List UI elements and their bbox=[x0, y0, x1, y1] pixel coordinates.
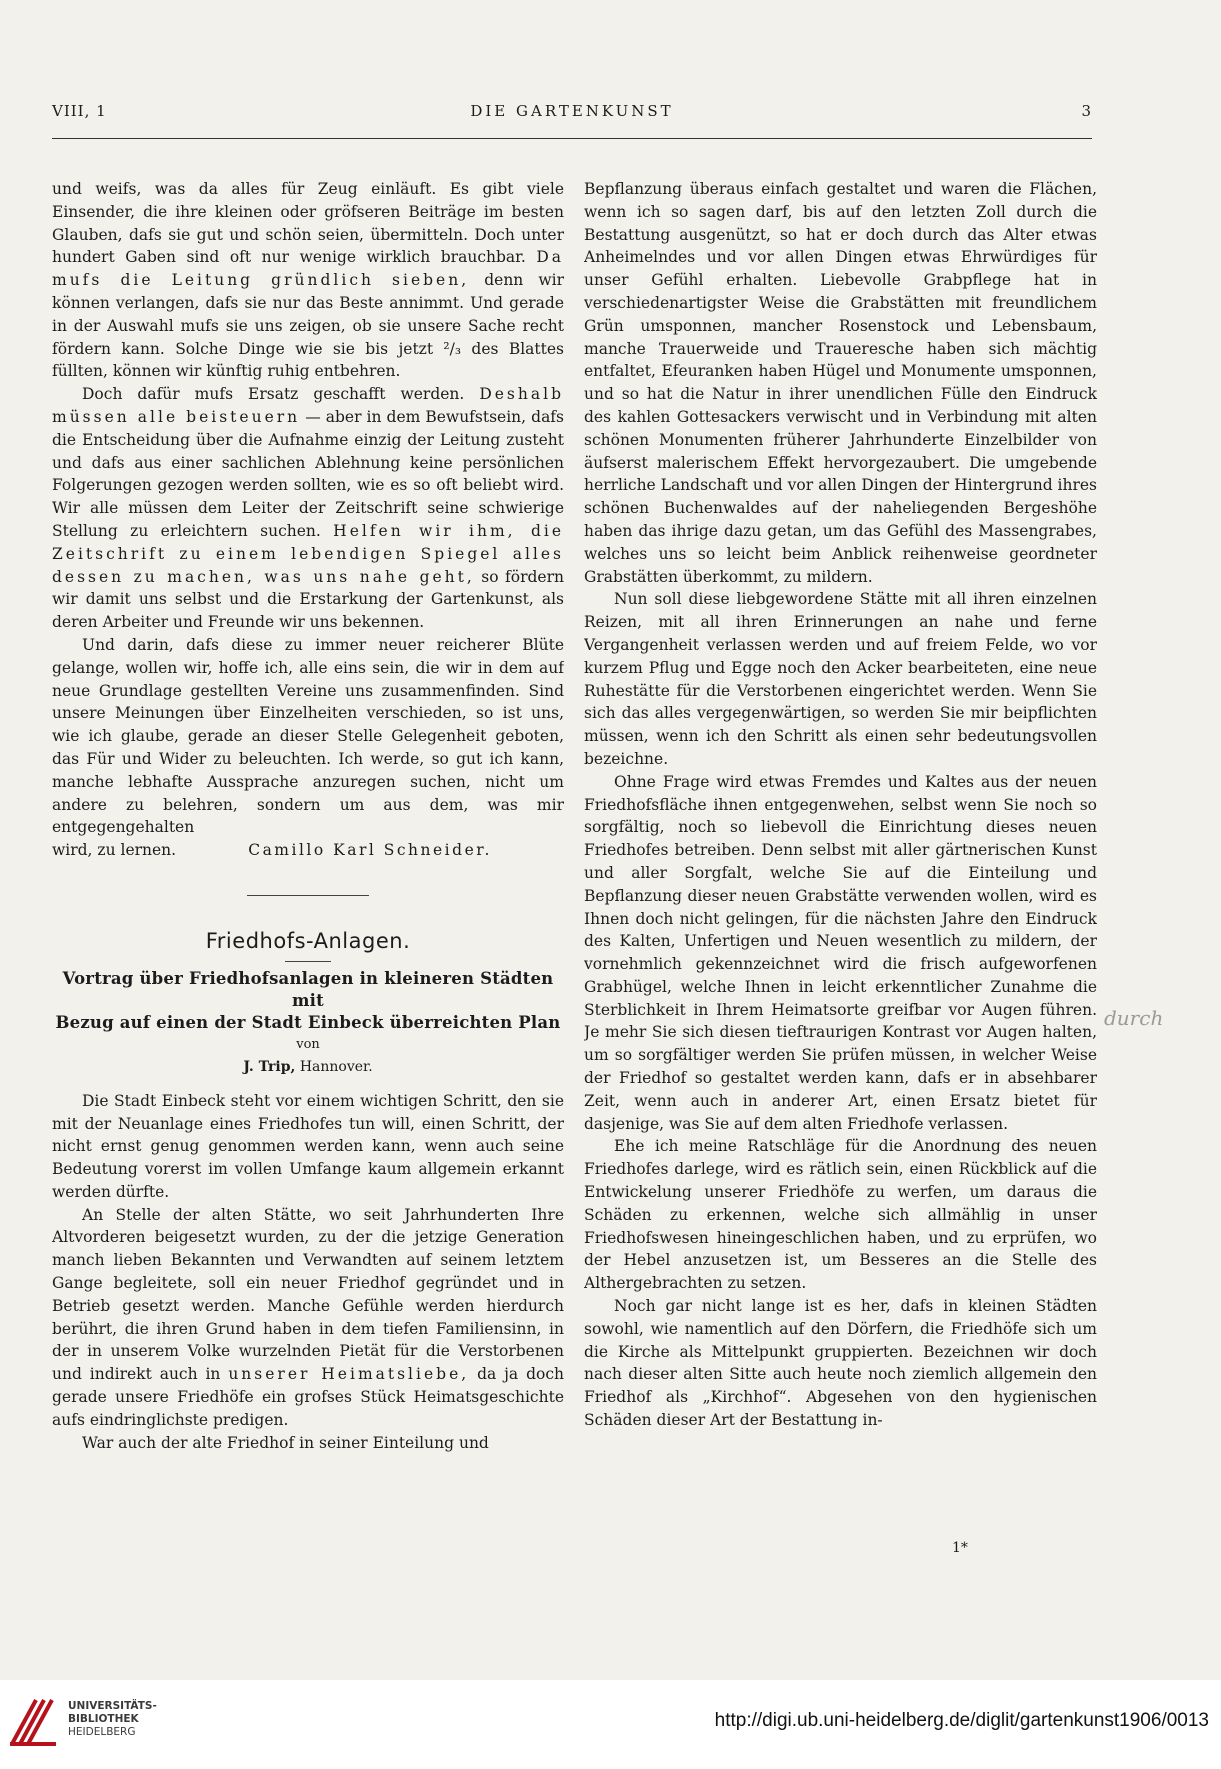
paragraph: Die Stadt Einbeck steht vor einem wichtigen Schritt, den sie mit der Neuanlage eines Friedhofes tun will, einen Schritt, der nicht ernst genug genommen werden kann, wenn auch seine Bedeutung vorerst im vollen Umfange kaum allgemein erkannt werden dürfte. bbox=[52, 1091, 564, 1201]
left-column bbox=[52, 178, 564, 1538]
section-title: Friedhofs-Anlagen. bbox=[205, 928, 411, 953]
library-footer bbox=[0, 1680, 1221, 1769]
paragraph: Bepflanzung überaus einfach gestaltet und waren die Flächen, wenn ich so sagen darf, bis auf den letzten Zoll durch die Bestattung ausgenützt, so hat er doch durch das Alter etwas Anheimelndes und vor allen Dingen etwas Ehrwürdiges für unser Gefühl erhalten. Liebevolle Grabpflege hat in verschiedenartigster Weise die Grabstätten mit freundlichem Grün umsponnen, mancher Rosenstock und Lebensbaum, manche Trauerweide und Traueresche haben sich mächtig entfaltet, Efeuranken haben Hügel und Monumente umsponnen, und so hat die Natur in ihrer unendlichen Fülle den Eindruck des kahlen Gottesackers verwischt und in Verbindung mit alten schönen Monumenten früherer Jahrhunderte Einzelbilder von äufserst malerischem Effekt hervorgezaubert. Die umgebende herrliche Landschaft und vor allen Dingen der Hintergrund ihres schönen Buchenwaldes auf der naheliegenden Bergeshöhe haben das ihrige dazu getan, um das Gefühl des Massengrabes, welches uns so leicht beim Anblick reihenweise geordneter Grabstätten überkommt, zu mildern. bbox=[584, 180, 1097, 586]
volume-number: VIII, 1 bbox=[52, 102, 107, 120]
paragraph-signature-line: wird, zu lernen. Camillo Karl Schneider. bbox=[52, 839, 564, 862]
paragraph: und weifs, was da alles für Zeug einläuft. Es gibt viele Einsender, die ihre kleinen oder gröfseren Beiträge im besten Glauben, dafs sie gut und schön seien, übermitteln. Doch unter hundert Gaben sind oft nur wenige wirklich brauchbar. Da mufs die Leitung gründlich sieben, denn wir können verlangen, dafs sie nur das Beste annimmt. Und gerade in der Auswahl mufs sie uns zeigen, ob sie unsere Sache recht fördern kann. Solche Dinge wie sie bis jetzt ²/₃ des Blattes füllten, können wir künftig ruhig entbehren. bbox=[52, 180, 564, 381]
handwritten-margin-note: durch bbox=[1104, 1006, 1164, 1030]
title-underline bbox=[285, 961, 331, 962]
spaced-emphasis: Deshalb müssen alle beisteuern bbox=[52, 385, 564, 426]
paragraph: An Stelle der alten Stätte, wo seit Jahrhunderten Ihre Altvorderen beigesetzt wurden, zu der die jetzige Generation manch lieben Bekannten und Verwandten auf seinem letztem Gange begleitete, soll ein neuer Friedhof gegründet und in Betrieb gesetzt werden. Manche Gefühle werden hierdurch berührt, die ihren Grund haben in dem tiefen Familiensinn, in der in unserem Volke wurzelnden Pietät für die Verstorbenen und indirekt auch in unserer Heimatsliebe, da ja doch gerade unsere Friedhöfe ein grofses Stück Heimatsgeschichte aufs eindringlichste predigen. bbox=[52, 1205, 564, 1429]
signature-mark: 1* bbox=[952, 1540, 968, 1556]
library-logo-icon bbox=[6, 1692, 62, 1750]
source-url-link[interactable]: http://digi.ub.uni-heidelberg.de/diglit/gartenkunst1906/0013 bbox=[714, 1710, 1209, 1731]
byline-von: von bbox=[296, 1036, 320, 1052]
paragraph: Noch gar nicht lange ist es her, dafs in kleinen Städten sowohl, wie namentlich auf den Dörfern, die Friedhöfe sich um die Kirche als Mittelpunkt gruppierten. Bezeichnen wir doch nach dieser alten Sitte auch heute noch ziemlich allgemein den Friedhof als „Kirchhof“. Abgesehen von den hygienischen Schäden dieser Art der Bestattung in- bbox=[584, 1297, 1097, 1430]
paragraph: Nun soll diese liebgewordene Stätte mit all ihren einzelnen Reizen, mit all ihren Erinnerungen an nahe und ferne Vergangenheit verlassen werden und auf freiem Felde, wo vor kurzem Pflug und Egge noch den Acker bearbeiteten, eine neue Ruhestätte für die Verstorbenen eingerichtet werden. Wenn Sie sich das alles vergegenwärtigen, so werden Sie mir beipflichten müssen, wenn ich den Schritt als einen sehr bedeutungsvollen bezeichne. bbox=[584, 590, 1097, 768]
spaced-emphasis: Da mufs die Leitung gründlich sieben, bbox=[52, 248, 564, 290]
paragraph: War auch der alte Friedhof in seiner Einteilung und bbox=[82, 1433, 489, 1452]
lecture-title: Vortrag über Friedhofsanlagen in kleineren Städten mit Bezug auf einen der Stadt Einbeck überreichten Plan bbox=[55, 968, 561, 1032]
paragraph: Ehe ich meine Ratschläge für die Anordnung des neuen Friedhofes darlege, wird es rätlich sein, einen Rückblick auf die Entwickelung unserer Friedhöfe zu werfen, um daraus die Schäden zu erkennen, welche sich allmählig in unser Friedhofswesen hineingeschlichen haben, und zu erprüfen, wo der Hebel anzusetzen ist, um Besseres an die Stelle des Althergebrachten zu setzen. bbox=[584, 1137, 1097, 1293]
header-rule bbox=[52, 138, 1092, 139]
library-name: UNIVERSITÄTS- BIBLIOTHEK HEIDELBERG bbox=[68, 1700, 157, 1738]
section-divider bbox=[247, 895, 369, 896]
right-column bbox=[584, 178, 1097, 1538]
running-head bbox=[52, 102, 1092, 126]
paragraph: Ohne Frage wird etwas Fremdes und Kaltes aus der neuen Friedhofsfläche ihnen entgegenwehen, selbst wenn Sie noch so sorgfältig, noch so liebevoll die Einrichtung dieses neuen Friedhofes betreiben. Denn selbst mit aller gärtnerischen Kunst und aller Sorgfalt, welche Sie auf die Einteilung und Bepflanzung dieser neuen Grabstätte verwenden wollen, wird es Ihnen doch nicht gelingen, für die nächsten Jahre den Eindruck des Kalten, Unfertigen und Neuen wesentlich zu mildern, der vornehmlich gekennzeichnet wird die frisch aufgeworfenen Grabhügel, welche Ihnen in leicht erkenntlicher Zunahme die Sterblichkeit in Ihrem Heimatsorte greifbar vor Augen führen. Je mehr Sie sich diesen tieftraurigen Kontrast vor Augen halten, um so sorgfältiger werden Sie prüfen müssen, in welcher Weise der Friedhof so gestaltet werden kann, dafs er in absehbarer Zeit, wenn auch in anderer Art, einen Ersatz bietet für dasjenige, was Sie auf dem alten Friedhofe verlassen. bbox=[584, 772, 1097, 1133]
page-number: 3 bbox=[1081, 102, 1092, 120]
spaced-emphasis: Helfen wir ihm, die Zeitschrift zu einem lebendigen Spiegel alles dessen zu machen, was uns nahe geht, bbox=[52, 521, 564, 586]
paragraph: Und darin, dafs diese zu immer neuer reicherer Blüte gelange, wollen wir, hoffe ich, alle eins sein, die wir in dem auf neue Grundlage gestellten Vereine uns zusammenfinden. Sind unsere Meinungen über Einzelheiten verschieden, so ist uns, wie ich glaube, gerade an dieser Stelle Gelegenheit geboten, das Für und Wider zu beleuchten. Ich werde, so gut ich kann, manche lebhafte Aussprache anzuregen suchen, nicht um andere zu belehren, sondern um aus dem, was mir entgegengehalten bbox=[52, 635, 564, 837]
journal-title: DIE GARTENKUNST bbox=[470, 102, 674, 120]
spaced-emphasis: unserer Heimatsliebe, bbox=[228, 1365, 470, 1384]
paragraph: Doch dafür mufs Ersatz geschafft werden. Deshalb müssen alle beisteuern — aber in dem Bewufstsein, dafs die Entscheidung über die Aufnahme einzig der Leitung zusteht und dafs aus einer sachlichen Ablehnung keine persönlichen Folgerungen gezogen werden sollten, wie es so oft beliebt wird. Wir alle müssen dem Leiter der Zeitschrift seine schwierige Stellung zu erleichtern suchen. Helfen wir ihm, die Zeitschrift zu einem lebendigen Spiegel alles dessen zu machen, was uns nahe geht, so fördern wir damit uns selbst und die Erstarkung der Gartenkunst, als deren Arbeiter und Freunde wir uns bekennen. bbox=[52, 385, 564, 632]
lecture-author: J. Trip, Hannover. bbox=[243, 1058, 373, 1075]
author-signature: Camillo Karl Schneider. bbox=[248, 841, 492, 860]
